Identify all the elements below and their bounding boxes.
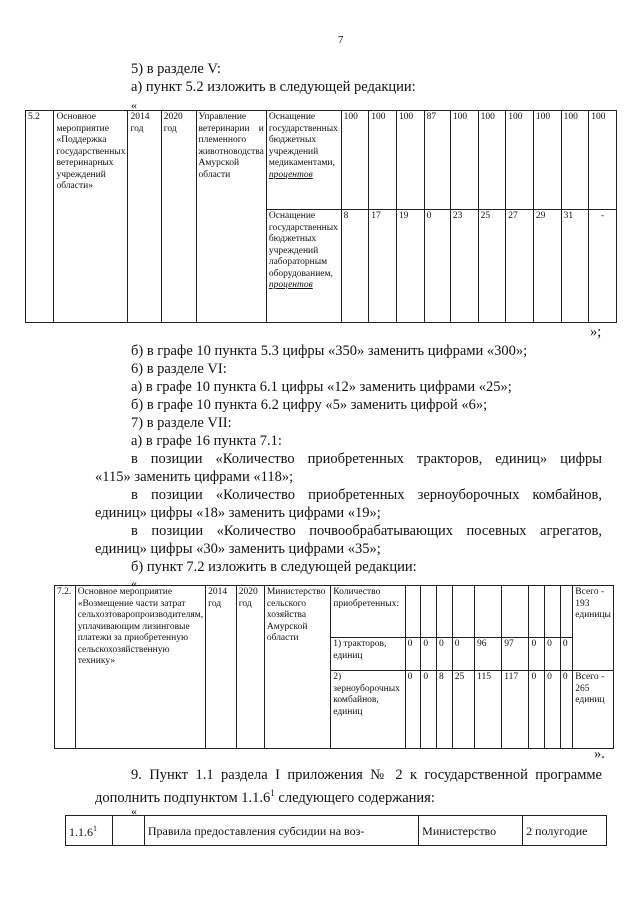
t1-r2-v3: 19 (396, 210, 424, 323)
t1-r1-v5: 100 (450, 111, 478, 210)
t2-r2-v5: 115 (475, 671, 502, 749)
t2-executor: Министерство сельского хозяйства Амурской области (264, 586, 330, 749)
t1-r1-v3: 100 (396, 111, 424, 210)
item-6: 6) в разделе VI: (131, 361, 227, 377)
line-7a-1-cont: «115» заменить цифрами «118»; (95, 469, 294, 485)
t3-term: 2 полугодие (523, 816, 607, 846)
t1-r2-v6: 25 (478, 210, 506, 323)
t2-r1-v1: 0 (405, 638, 421, 671)
t1-r2-v2: 17 (369, 210, 397, 323)
t1-r2-v10: - (589, 210, 617, 323)
t2-r1-v9: 0 (560, 638, 572, 671)
line-7a-1: в позиции «Количество приобретенных тракторов, единиц» цифры (131, 451, 602, 467)
t1-r2-v5: 23 (450, 210, 478, 323)
line-7a-2: в позиции «Количество приобретенных зерноуборочных комбайнов, (131, 487, 602, 503)
t2-h-empty (421, 586, 437, 638)
t1-r2-v8: 29 (533, 210, 561, 323)
item-9: 9. Пункт 1.1 раздела I приложения № 2 к государственной программе (131, 767, 602, 783)
table-5-2 (25, 110, 617, 323)
t1-r1-v4: 87 (424, 111, 450, 210)
t2-h-empty (405, 586, 421, 638)
t2-r2-v1: 0 (405, 671, 421, 749)
t2-r2-v6: 117 (502, 671, 529, 749)
table-1-1-6 (65, 815, 607, 846)
t1-r1-v6: 100 (478, 111, 506, 210)
t3-text: Правила предоставления субсидии на воз- (144, 816, 418, 846)
t2-r2-v2: 0 (421, 671, 437, 749)
t2-h-empty (545, 586, 561, 638)
t2-header-indicator: Количество приобретенных: (331, 586, 405, 638)
t2-r1-v2: 0 (421, 638, 437, 671)
t2-total-2: Всего - 265 единиц (573, 671, 614, 749)
t2-indicator-2: 2) зерноуборочных комбайнов, единиц (331, 671, 405, 749)
t1-r1-v8: 100 (533, 111, 561, 210)
item-5a: а) пункт 5.2 изложить в следующей редакции: (131, 79, 416, 95)
t1-num: 5.2 (26, 111, 54, 323)
line-7a-3: в позиции «Количество почвообрабатывающих посевных агрегатов, (131, 523, 602, 539)
t1-r1-v10: 100 (589, 111, 617, 210)
t2-h-empty (437, 586, 453, 638)
t2-end: 2020 год (236, 586, 264, 749)
page-number: 7 (338, 34, 344, 46)
t2-r2-v3: 8 (437, 671, 453, 749)
item-9-cont: дополнить подпунктом 1.1.6$^1$ следующего содержания: (95, 788, 435, 806)
t2-r1-v4: 0 (452, 638, 474, 671)
t2-r2-v7: 0 (529, 671, 545, 749)
t1-r2-v1: 8 (341, 210, 369, 323)
t1-r1-v1: 100 (341, 111, 369, 210)
t2-r1-v5: 96 (475, 638, 502, 671)
t2-h-empty (452, 586, 474, 638)
quote-close-1: »; (590, 324, 602, 340)
t2-h-empty (475, 586, 502, 638)
t2-indicator-1: 1) тракторов, единиц (331, 638, 405, 671)
t1-executor: Управление ветеринарии и племенного животноводства Амурской области (196, 111, 266, 323)
t2-r1-v6: 97 (502, 638, 529, 671)
t2-total-1: Всего - 193 единицы (573, 586, 614, 671)
t1-r2-v9: 31 (561, 210, 589, 323)
line-6b: б) в графе 10 пункта 6.2 цифру «5» заменить цифрой «6»; (131, 397, 488, 413)
quote-open-3: « (131, 804, 137, 818)
quote-open-1: « (131, 98, 137, 112)
item-5: 5) в разделе V: (131, 61, 221, 77)
t1-r2-v7: 27 (506, 210, 534, 323)
item-7: 7) в разделе VII: (131, 415, 232, 431)
t1-r1-v9: 100 (561, 111, 589, 210)
t2-r2-v4: 25 (452, 671, 474, 749)
t2-r1-v8: 0 (545, 638, 561, 671)
line-6a: а) в графе 10 пункта 6.1 цифры «12» заменить цифрами «25»; (131, 379, 512, 395)
t2-h-empty (502, 586, 529, 638)
t2-r2-v9: 0 (560, 671, 572, 749)
t2-h-empty (529, 586, 545, 638)
t2-r1-v3: 0 (437, 638, 453, 671)
line-7a-2-cont: единиц» цифры «18» заменить цифрами «19»; (95, 505, 381, 521)
line-5b: б) в графе 10 пункта 5.3 цифры «350» заменить цифрами «300»; (131, 343, 528, 359)
t2-r2-v8: 0 (545, 671, 561, 749)
t2-h-empty (560, 586, 572, 638)
t3-executor: Министерство (419, 816, 523, 846)
t2-r1-v7: 0 (529, 638, 545, 671)
line-7a: а) в графе 16 пункта 7.1: (131, 433, 282, 449)
quote-open-2: « (131, 576, 137, 590)
line-7b: б) пункт 7.2 изложить в следующей редакции: (131, 559, 417, 575)
t1-end: 2020 год (161, 111, 196, 323)
t1-r1-v2: 100 (369, 111, 397, 210)
t2-start: 2014 год (206, 586, 237, 749)
t1-start: 2014 год (128, 111, 161, 323)
quote-close-2: ». (594, 746, 605, 762)
t2-num: 7.2. (55, 586, 76, 749)
line-7a-3-cont: единиц» цифры «30» заменить цифрами «35»; (95, 541, 381, 557)
t1-r1-v7: 100 (506, 111, 534, 210)
t1-r2-v4: 0 (424, 210, 450, 323)
t2-title: Основное мероприятие «Возмещение части затрат сельхозтоваропроизводителям, уплачивающим лизинговые платежи за приобретенную сельскохозяйственную технику» (75, 586, 205, 749)
table-7-2 (54, 585, 614, 749)
t1-indicator-2: Оснащение государственных бюджетных учреждений лабораторным оборудованием, процентов (266, 210, 341, 323)
t3-empty (112, 816, 144, 846)
t3-num: 1.1.6$^1$ (66, 816, 113, 846)
t1-title: Основное мероприятие «Поддержка государственных ветеринарных учреждений области» (54, 111, 128, 323)
t1-indicator-1: Оснащение государственных бюджетных учреждений медикаментами, процентов (266, 111, 341, 210)
